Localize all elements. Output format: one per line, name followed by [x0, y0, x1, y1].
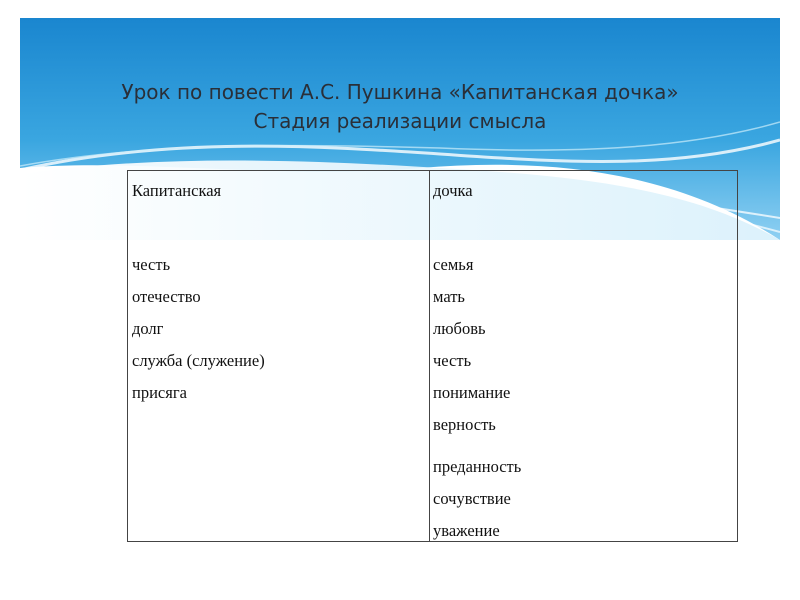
table-cell: верность [433, 415, 496, 434]
table-cell: понимание [433, 383, 511, 402]
table-cell: преданность [433, 457, 522, 476]
table-cell: честь [433, 351, 472, 370]
table-cell: уважение [433, 521, 500, 540]
table-cell: семья [433, 255, 474, 274]
column-dochka [430, 171, 737, 541]
table-cell: мать [433, 287, 465, 306]
table-cell: честь [132, 255, 171, 274]
title-line-2: Стадия реализации смысла [253, 109, 547, 133]
column-kapitanskaya [128, 171, 430, 541]
table-cell: служба (служение) [132, 351, 265, 370]
column-header: дочка [433, 181, 473, 200]
title-line-1: Урок по повести А.С. Пушкина «Капитанская дочка» [121, 80, 679, 104]
table-cell: любовь [433, 319, 486, 338]
column-header: Капитанская [132, 181, 222, 200]
words-table [127, 170, 738, 542]
spacer [433, 447, 737, 457]
table-cell: присяга [132, 383, 187, 402]
table-cell: сочувствие [433, 489, 511, 508]
table-cell: долг [132, 319, 164, 338]
slide-title [20, 78, 780, 136]
table-cell: отечество [132, 287, 201, 306]
